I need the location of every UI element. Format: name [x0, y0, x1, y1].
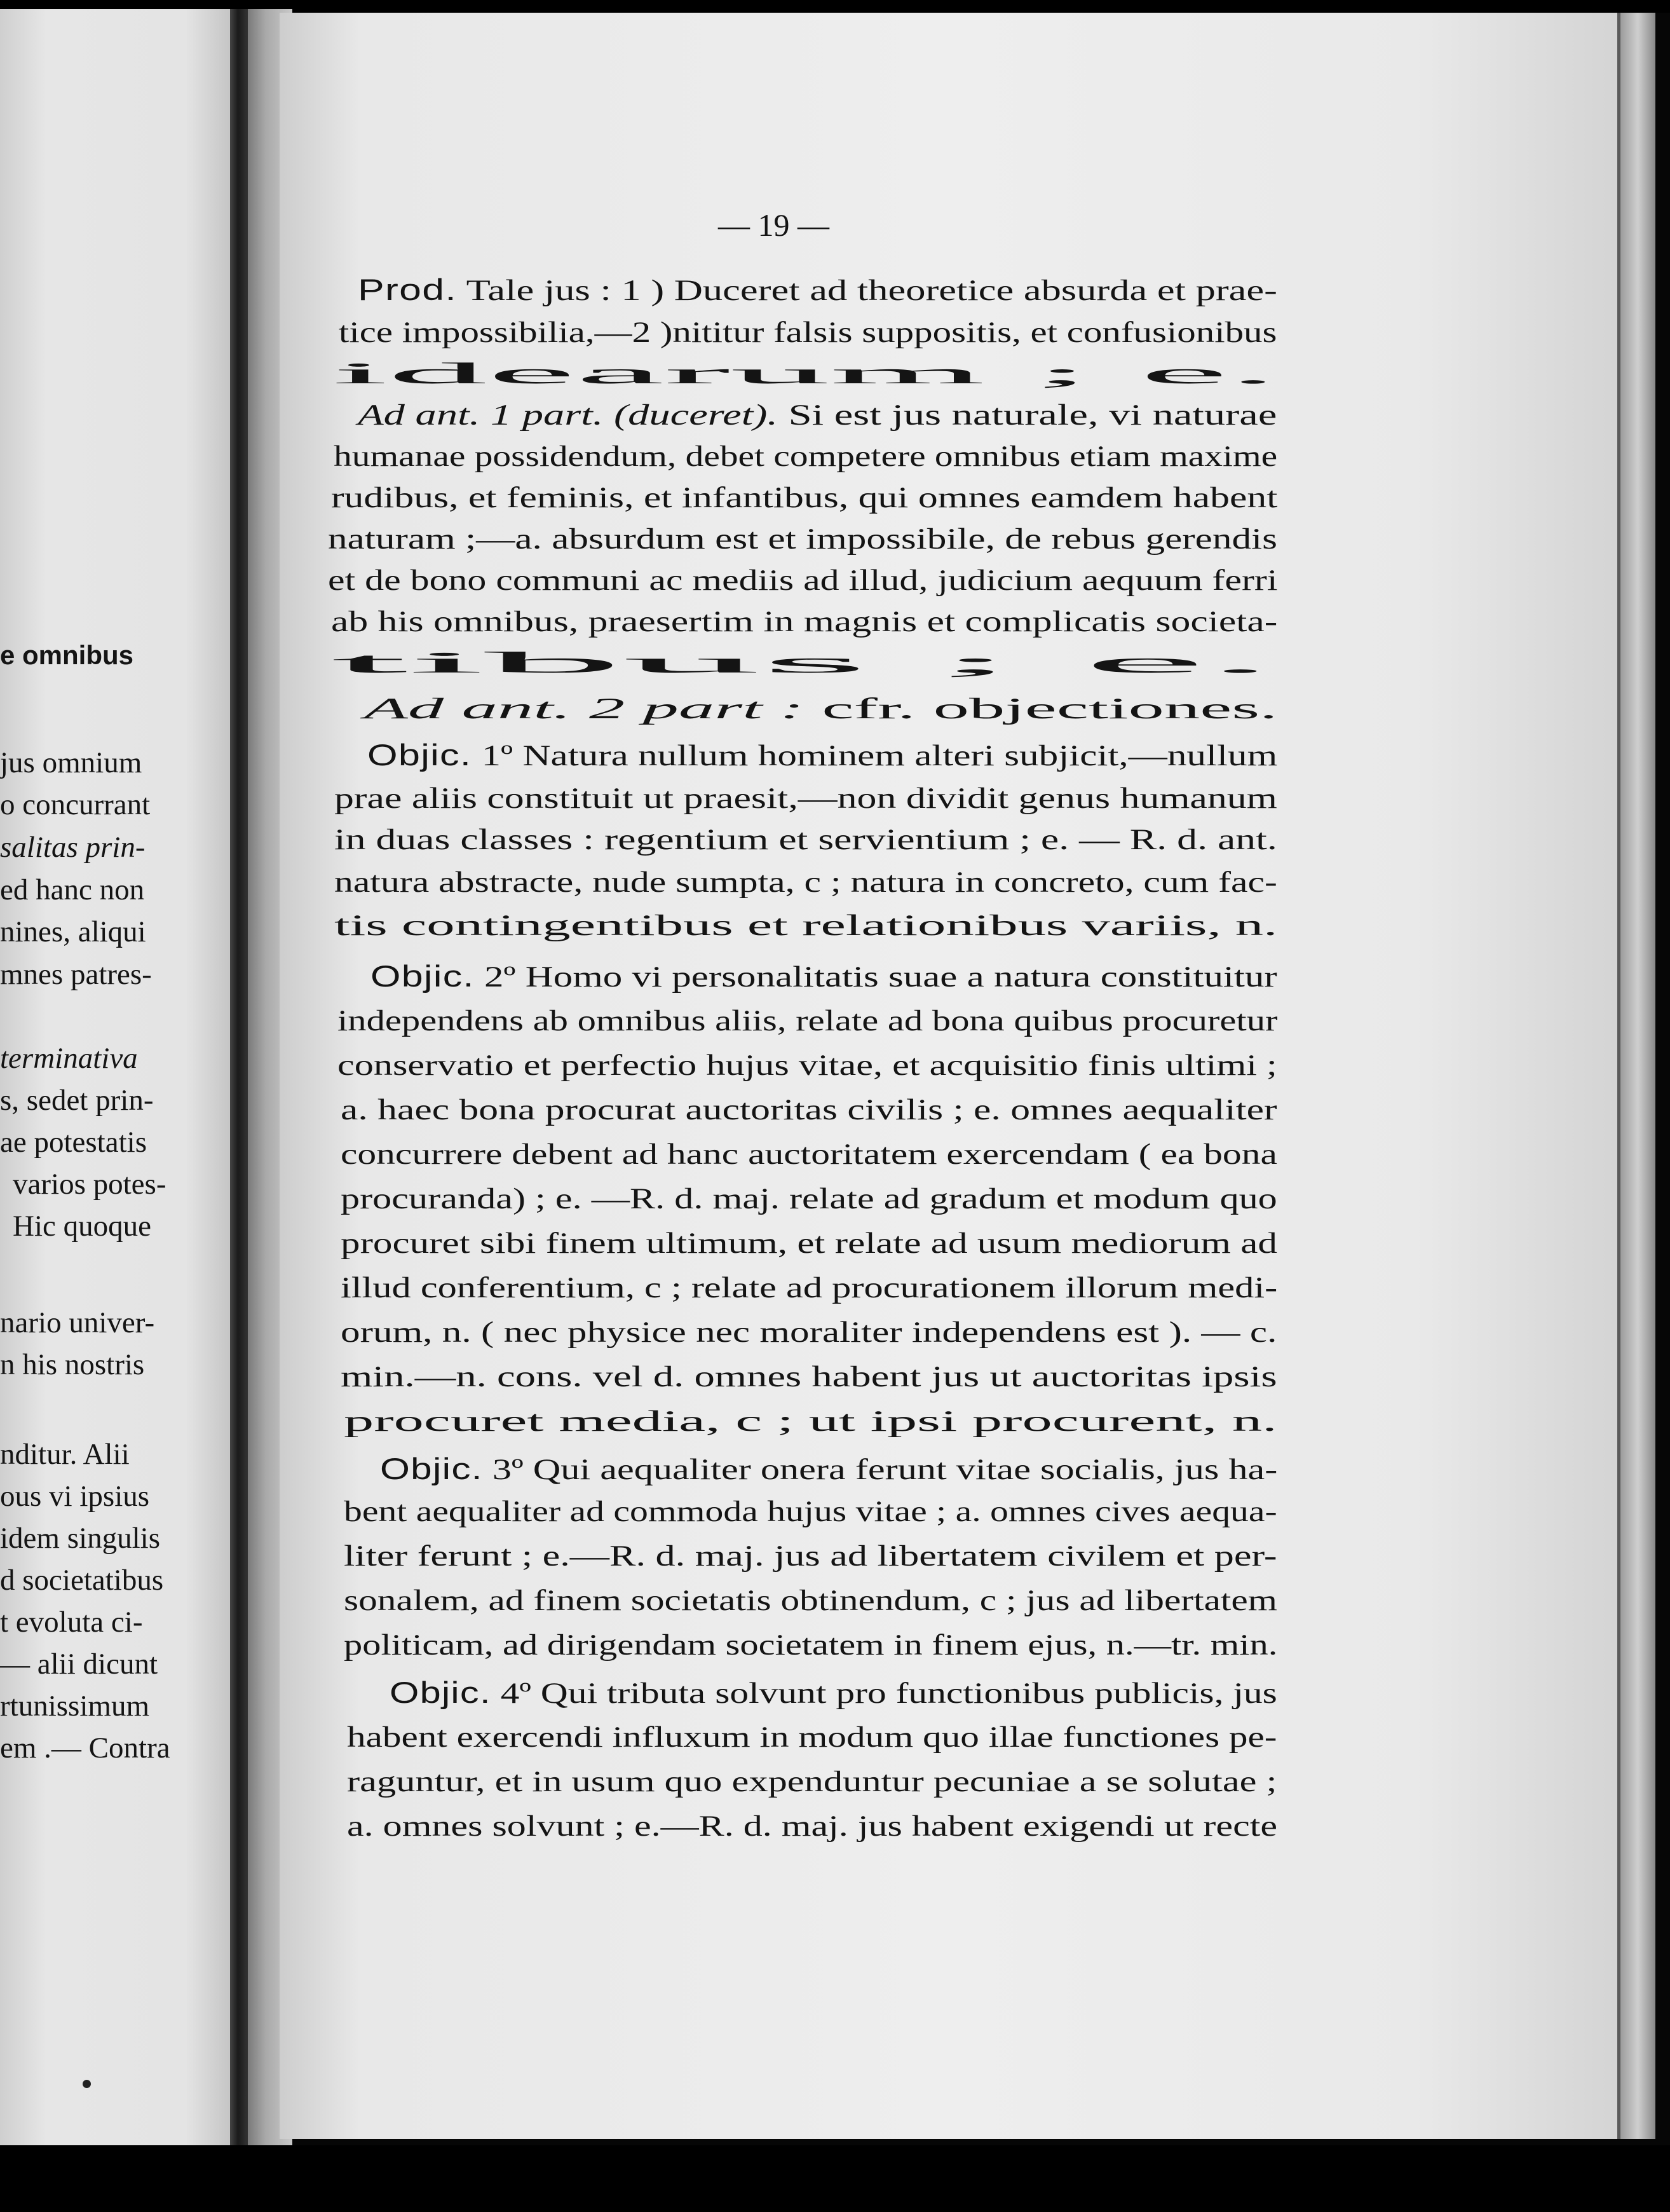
left-fragment: t evoluta ci-	[0, 1606, 143, 1639]
paragraph-line: habent exercendi influxum in modum quo illae functiones pe-	[347, 1721, 1277, 1754]
paragraph-line: ab his omnibus, praesertim in magnis et complicatis societa-	[331, 605, 1278, 638]
left-fragment: o concurrant	[0, 788, 151, 821]
paragraph-line: natura abstracte, nude sumpta, c ; natura in concreto, cum fac-	[334, 866, 1277, 899]
paragraph-line: Ad ant. 1 part. (duceret). Si est jus naturale, vi naturae	[358, 399, 1277, 432]
left-fragment: nines, aliqui	[0, 915, 146, 948]
paragraph-line: Objic. 4º Qui tributa solvunt pro functionibus publicis, jus	[390, 1676, 1277, 1710]
left-fragment: n his nostris	[0, 1348, 145, 1381]
scan-bottom-border	[0, 2145, 1670, 2212]
left-fragment: Hic quoque	[13, 1210, 151, 1243]
paragraph-line: procuranda) ; e. —R. d. maj. relate ad gradum et modum quo	[341, 1182, 1277, 1215]
left-fragment: ed hanc non	[0, 873, 145, 906]
left-fragment: — alii dicunt	[0, 1648, 158, 1681]
left-fragment: terminativa	[0, 1042, 138, 1075]
left-fragment: ae potestatis	[0, 1126, 147, 1159]
paragraph-line: Ad ant. 2 part : cfr. objectiones.	[364, 692, 1278, 725]
paragraph-line: Objic. 1º Natura nullum hominem alteri subjicit,—nullum	[367, 738, 1278, 772]
paragraph-line: min.—n. cons. vel d. omnes habent jus ut auctoritas ipsis	[341, 1360, 1277, 1393]
paragraph-line: humanae possidendum, debet competere omnibus etiam maxime	[334, 440, 1278, 473]
paragraph-line: Prod. Tale jus : 1 ) Duceret ad theoretice absurda et prae-	[358, 273, 1277, 307]
paragraph-line: illud conferentium, c ; relate ad procurationem illorum medi-	[341, 1271, 1278, 1304]
paragraph-line: in duas classes : regentium et servientium ; e. — R. d. ant.	[334, 823, 1277, 856]
ink-dot	[83, 2080, 91, 2088]
left-fragment: nditur. Alii	[0, 1438, 130, 1471]
paragraph-label: Ad ant. 1 part. (duceret).	[358, 399, 778, 432]
left-fragment: mnes patres-	[0, 958, 152, 991]
left-fragment: idem singulis	[0, 1522, 160, 1555]
paragraph-line: Objic. 2º Homo vi personalitatis suae a natura constituitur	[370, 959, 1277, 993]
paragraph-line: orum, n. ( nec physice nec moraliter independens est ). — c.	[341, 1316, 1277, 1349]
paragraph-line: conservatio et perfectio hujus vitae, et acquisitio finis ultimi ;	[337, 1049, 1277, 1082]
paragraph-line: procuret sibi finem ultimum, et relate ad usum mediorum ad	[341, 1227, 1277, 1260]
left-fragment: e omnibus	[0, 640, 134, 670]
paragraph-label: Objic.	[380, 1452, 483, 1485]
paragraph-line: a. omnes solvunt ; e.—R. d. maj. jus habent exigendi ut recte	[347, 1810, 1278, 1843]
paragraph-label: Objic.	[370, 959, 475, 993]
paragraph-line: idearum ; e.	[332, 357, 1279, 390]
page-number: — 19 —	[718, 207, 829, 243]
left-fragment: jus omnium	[0, 746, 142, 779]
left-fragment: s, sedet prin-	[0, 1084, 154, 1117]
left-fragment: ous vi ipsius	[0, 1480, 150, 1513]
left-fragment: rtunissimum	[0, 1690, 150, 1723]
paragraph-line: procuret media, c ; ut ipsi procurent, n.	[344, 1405, 1277, 1438]
paragraph-line: tibus ; e.	[331, 646, 1275, 679]
paragraph-line: et de bono communi ac mediis ad illud, judicium aequum ferri	[328, 564, 1278, 597]
left-page	[0, 9, 232, 2148]
paragraph-line: raguntur, et in usum quo expenduntur pecuniae a se solutae ;	[347, 1765, 1277, 1798]
paragraph-line: tice impossibilia,—2 )nititur falsis suppositis, et confusionibus	[339, 316, 1277, 349]
paragraph-label: Ad ant. 2 part :	[364, 692, 804, 725]
book-gutter	[230, 9, 248, 2148]
paragraph-line: liter ferunt ; e.—R. d. maj. jus ad libertatem civilem et per-	[344, 1540, 1277, 1573]
page-edge	[1620, 13, 1655, 2139]
paragraph-line: independens ab omnibus aliis, relate ad bona quibus procuretur	[337, 1004, 1278, 1037]
paragraph-label: Prod.	[358, 273, 458, 306]
left-fragment: varios potes-	[13, 1168, 166, 1201]
paragraph-line: Objic. 3º Qui aequaliter onera ferunt vitae socialis, jus ha-	[380, 1452, 1278, 1486]
paragraph-line: prae aliis constituit ut praesit,—non dividit genus humanum	[334, 782, 1277, 815]
left-fragment: salitas prin-	[0, 831, 146, 864]
paragraph-line: sonalem, ad finem societatis obtinendum, c ; jus ad libertatem	[344, 1584, 1277, 1617]
paragraph-label: Objic.	[367, 738, 472, 772]
left-fragment: em .— Contra	[0, 1731, 170, 1765]
paragraph-label: Objic.	[390, 1676, 491, 1709]
paragraph-line: naturam ;—a. absurdum est et impossibile, de rebus gerendis	[328, 522, 1278, 556]
paragraph-line: concurrere debent ad hanc auctoritatem exercendam ( ea bona	[341, 1138, 1277, 1171]
paragraph-line: rudibus, et feminis, et infantibus, qui omnes eamdem habent	[331, 481, 1278, 514]
left-fragment: nario univer-	[0, 1306, 155, 1339]
left-fragment: d societatibus	[0, 1564, 164, 1597]
paragraph-line: tis contingentibus et relationibus variis, n.	[334, 909, 1278, 942]
paragraph-line: a. haec bona procurat auctoritas civilis ; e. omnes aequaliter	[341, 1093, 1277, 1126]
paragraph-line: politicam, ad dirigendam societatem in finem ejus, n.—tr. min.	[344, 1628, 1278, 1662]
paragraph-line: bent aequaliter ad commoda hujus vitae ; a. omnes cives aequa-	[344, 1495, 1277, 1528]
